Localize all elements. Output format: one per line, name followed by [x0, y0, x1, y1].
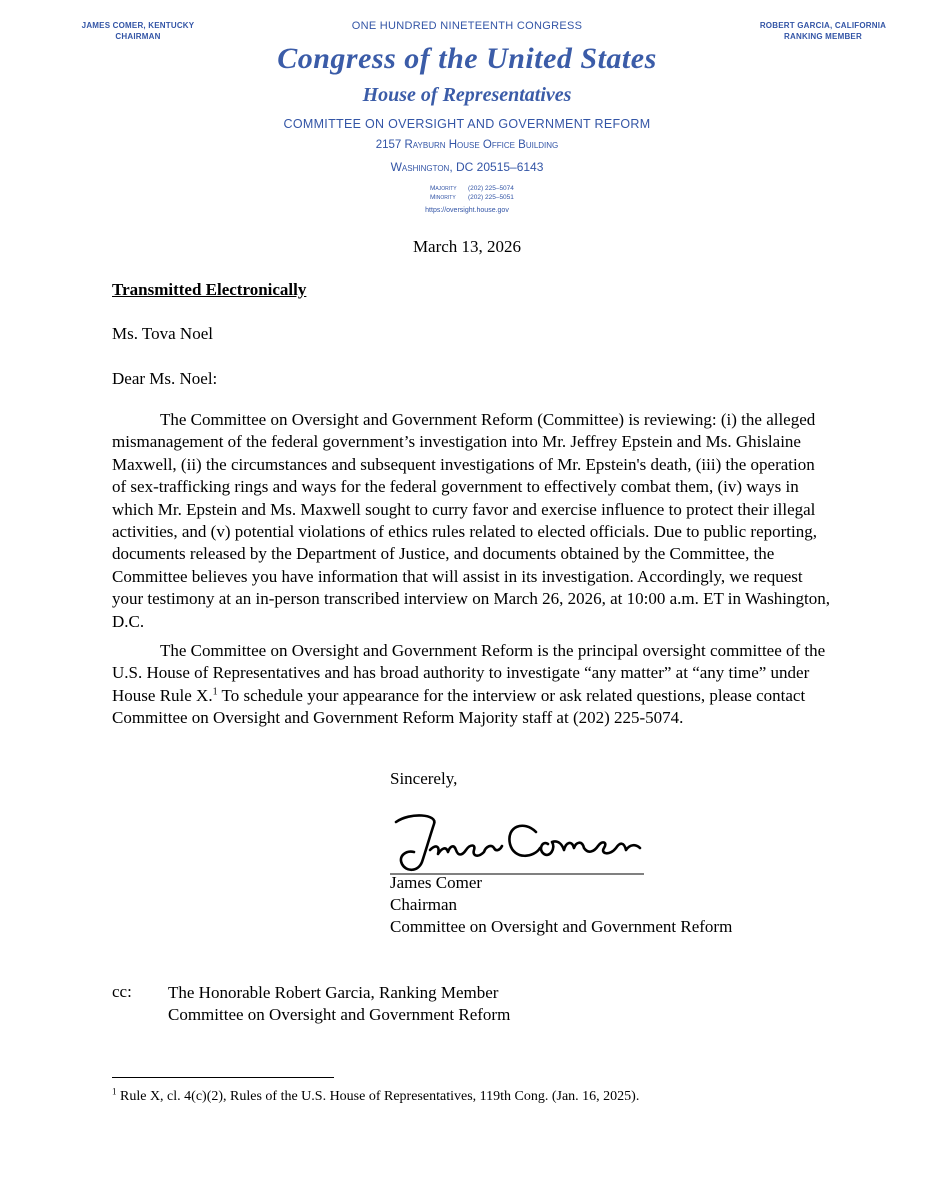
closing: Sincerely, — [390, 769, 458, 788]
congress-number: ONE HUNDRED NINETEENTH CONGRESS — [351, 20, 583, 32]
paragraph-2-text-b: To schedule your appearance for the interview or ask related questions, please contact Committee on Oversight and Government Reform Majority staff at (202) 225-5074. — [112, 685, 806, 728]
signature-image — [388, 810, 650, 880]
house-title: House of Representatives — [362, 84, 572, 106]
majority-phone-row — [430, 184, 514, 193]
recipient-name: Ms. Tova Noel — [112, 324, 213, 343]
cc-label: cc: — [112, 982, 132, 1001]
address-line-1: 2157 Rayburn House Office Building — [375, 139, 559, 151]
cc-name: The Honorable Robert Garcia, Ranking Member — [168, 983, 499, 1002]
majority-phone: (202) 225–5074 — [468, 185, 514, 192]
body-paragraph-2 — [112, 640, 832, 730]
website-link[interactable]: https://oversight.house.gov — [425, 207, 509, 214]
ranking-member-name: ROBERT GARCIA, CALIFORNIA — [759, 21, 887, 30]
chairman-title: CHAIRMAN — [115, 32, 161, 41]
paragraph-1-text: The Committee on Oversight and Government Reform (Committee) is reviewing: (i) the alleged mismanagement of the federal government’s investigation into Mr. Jeffrey Epstein and Ms. Ghislaine Maxwell, (ii) the circumstances and subsequent investigations of Mr. Epstein's death, (iii) the operation of sex-trafficking rings and ways for the federal government to effectively combat them, (iv) ways in which Mr. Epstein and Ms. Maxwell sought to curry favor and exercise influence to protect their illegal activities, and (v) potential violations of ethics rules related to elected officials. Due to public reporting, documents released by the Department of Justice, and documents obtained by the Committee, the Committee believes you have information that will assist in its investigation. Accordingly, we request your testimony at an in-person transcribed interview on March 26, 2026, at 10:00 a.m. ET in Washington, D.C. — [112, 410, 831, 631]
address-line-2: Washington, DC 20515–6143 — [390, 160, 544, 174]
footnote-reference[interactable]: 1 — [212, 686, 218, 698]
ranking-member-title: RANKING MEMBER — [784, 32, 862, 41]
phone-numbers — [430, 184, 514, 202]
footnote — [112, 1086, 640, 1105]
minority-label: Minority — [430, 194, 456, 201]
cc-committee: Committee on Oversight and Government Reform — [168, 1005, 511, 1024]
signer-committee: Committee on Oversight and Government Reform — [390, 917, 733, 936]
minority-phone: (202) 225–5051 — [468, 194, 514, 201]
congress-title: Congress of the United States — [277, 42, 657, 75]
body-paragraph-1 — [112, 409, 832, 633]
majority-label: Majority — [430, 185, 457, 192]
chairman-name: JAMES COMER, KENTUCKY — [81, 21, 195, 30]
footnote-text: Rule X, cl. 4(c)(2), Rules of the U.S. House of Representatives, 119th Cong. (Jan. 16, 2025). — [120, 1089, 640, 1104]
footnote-divider — [112, 1077, 334, 1078]
letter-date: March 13, 2026 — [412, 237, 522, 256]
salutation: Dear Ms. Noel: — [112, 369, 218, 388]
transmittal-heading: Transmitted Electronically — [112, 280, 307, 299]
minority-phone-row — [430, 193, 514, 202]
signature-block — [390, 872, 732, 938]
cc-block — [168, 982, 510, 1026]
paragraph-2-text-a: The Committee on Oversight and Government Reform is the principal oversight committee of the U.S. House of Representatives and has broad authority to investigate “any matter” at “any time” under House Rule X. — [112, 641, 826, 705]
signer-name: James Comer — [390, 873, 483, 892]
committee-name: COMMITTEE ON OVERSIGHT AND GOVERNMENT REFORM — [283, 117, 651, 131]
footnote-number: 1 — [112, 1086, 117, 1097]
signer-title: Chairman — [390, 895, 458, 914]
